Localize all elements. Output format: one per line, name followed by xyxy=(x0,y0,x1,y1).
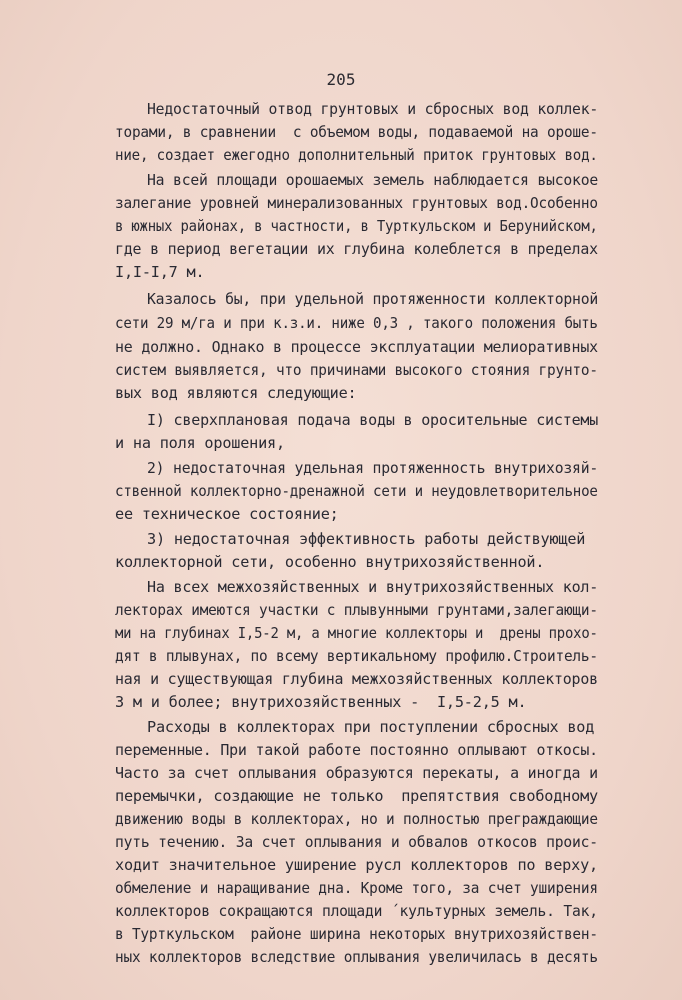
text-line: ми на глубинах I,5-2 м, а многие коллекторы и дрены прохо- xyxy=(115,624,598,642)
text-line: где в период вегетации их глубина колеблется в пределах xyxy=(115,240,598,258)
text-line: ходит значительное уширение русл коллекторов по верху, xyxy=(115,856,598,874)
text-line: дят в плывунах, по всему вертикальному профилю.Строитель- xyxy=(115,647,598,665)
text-line: залегание уровней минерализованных грунтовых вод.Особенно xyxy=(115,194,598,212)
text-line: Казалось бы, при удельной протяженности коллекторной xyxy=(147,290,599,308)
text-line: путь течению. За счет оплывания и обвалов откосов проис- xyxy=(115,833,598,851)
text-line: ее техническое состояние; xyxy=(115,505,339,523)
text-line: ных коллекторов вследствие оплывания увеличилась в десять xyxy=(115,948,598,966)
text-line: переменные. При такой работе постоянно оплывают откосы. xyxy=(115,741,598,759)
text-line: 2) недостаточная удельная протяженность внутрихозяй- xyxy=(147,459,599,477)
text-line: коллекторов сокращаются площади ´культурных земель. Так, xyxy=(115,902,598,920)
text-line: систем выявляется, что причинами высокого стояния грунто- xyxy=(115,361,598,379)
text-line: ственной коллекторно-дренажной сети и неудовлетворительное xyxy=(115,482,598,500)
text-line: лекторах имеются участки с плывунными грунтами,залегающи- xyxy=(115,601,598,619)
text-line: На всех межхозяйственных и внутрихозяйственных кол- xyxy=(147,578,599,596)
text-line: в южных районах, в частности, в Турткульском и Берунийском, xyxy=(115,217,598,235)
text-line: не должно. Однако в процессе эксплуатации мелиоративных xyxy=(115,338,598,356)
text-line: ная и существующая глубина межхозяйственных коллекторов xyxy=(115,670,598,688)
text-line: На всей площади орошаемых земель наблюдается высокое xyxy=(147,171,599,189)
text-line: 3) недостаточная эффективность работы действующей xyxy=(147,530,586,548)
page-number: 205 xyxy=(326,70,356,89)
text-line: Часто за счет оплывания образуются перекаты, а иногда и xyxy=(115,764,598,782)
text-line: вых вод являются следующие: xyxy=(115,384,357,402)
text-line: в Турткульском районе ширина некоторых внутрихозяйствен- xyxy=(115,925,598,943)
text-line: перемычки, создающие не только препятствия свободному xyxy=(115,787,598,805)
text-line: 3 м и более; внутрихозяйственных - I,5-2,5 м. xyxy=(115,693,527,711)
text-line: Недостаточный отвод грунтовых и сбросных вод коллек- xyxy=(147,100,599,118)
text-line: коллекторной сети, особенно внутрихозяйственной. xyxy=(115,553,545,571)
text-line: обмеление и наращивание дна. Кроме того, за счет уширения xyxy=(115,879,598,897)
text-line: движению воды в коллекторах, но и полностью преграждающие xyxy=(115,810,598,828)
text-line: и на поля орошения, xyxy=(115,434,285,452)
text-line: Расходы в коллекторах при поступлении сбросных вод xyxy=(147,718,595,736)
text-line: I) сверхплановая подача воды в оросительные системы xyxy=(147,411,599,429)
text-line: ние, создает ежегодно дополнительный приток грунтовых вод. xyxy=(115,146,598,164)
text-line: торами, в сравнении с объемом воды, подаваемой на ороше- xyxy=(115,123,598,141)
text-line: I,I-I,7 м. xyxy=(115,263,205,281)
text-line: сети 29 м/га и при к.з.и. ниже 0,3 , такого положения быть xyxy=(115,314,598,332)
